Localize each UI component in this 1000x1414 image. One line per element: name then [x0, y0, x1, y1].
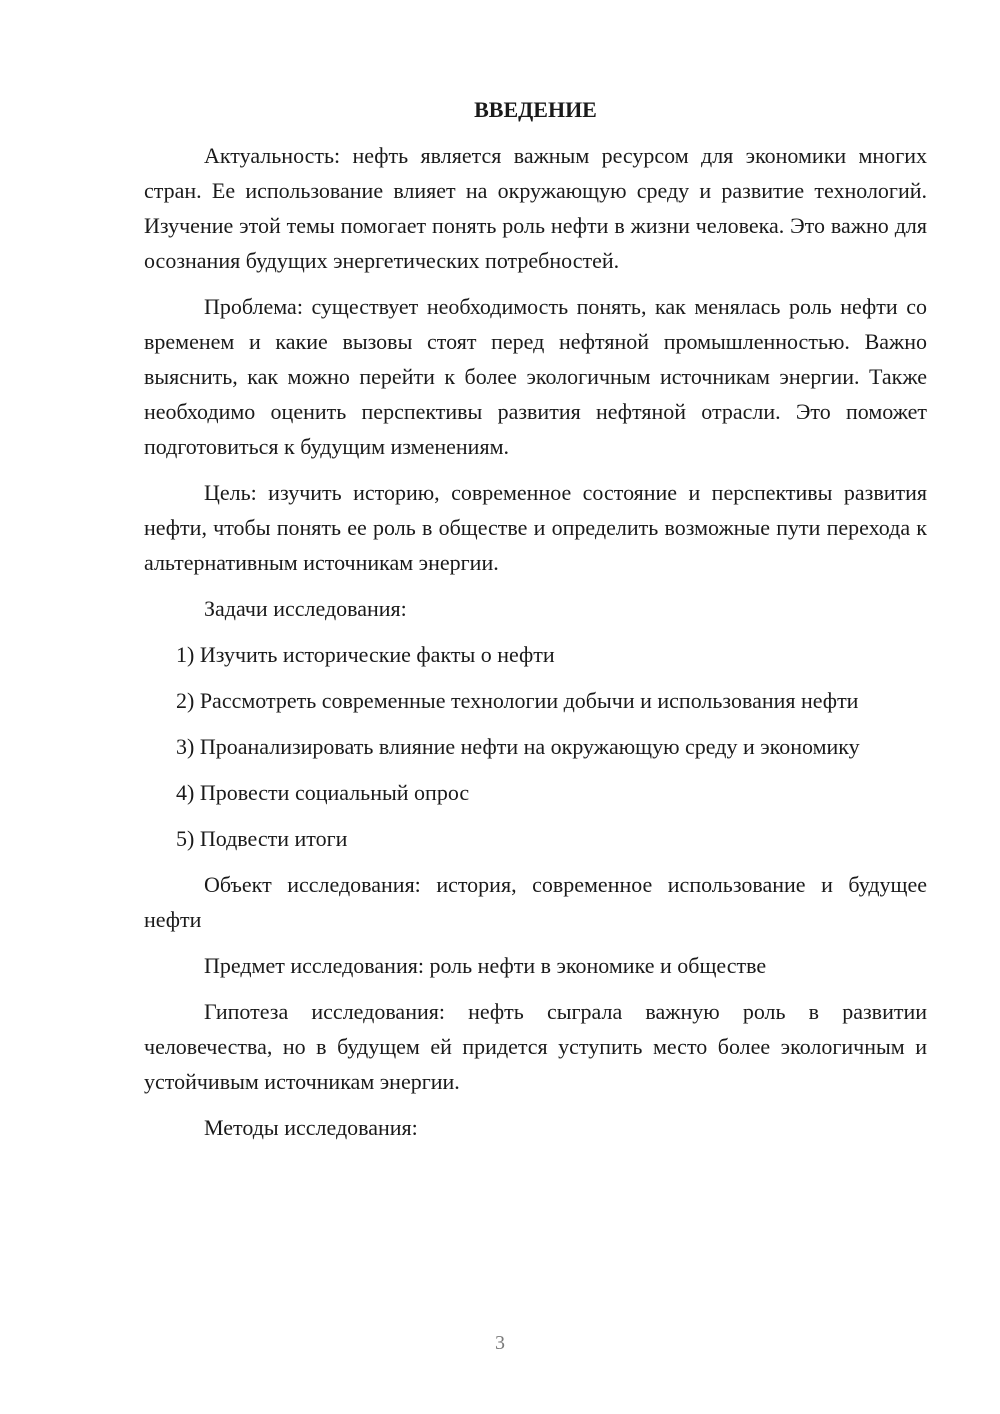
task-item-2: 2) Рассмотреть современные технологии добычи и использования нефти: [176, 688, 859, 713]
methods-heading: Методы исследования:: [204, 1115, 418, 1140]
hypothesis-paragraph: Гипотеза исследования: нефть сыграла важную роль в развитии человечества, но в будущем ей придется уступить место более экологичным и устойчивым источникам энергии.: [144, 999, 927, 1094]
problem-paragraph: Проблема: существует необходимость понять, как менялась роль нефти со временем и какие вызовы стоят перед нефтяной промышленностью. Важно выяснить, как можно перейти к более экологичным источникам энергии. Также необходимо оценить перспективы развития нефтяной отрасли. Это поможет подготовиться к будущим изменениям.: [144, 294, 927, 459]
subject-paragraph: Предмет исследования: роль нефти в экономике и обществе: [204, 953, 767, 978]
goal-paragraph: Цель: изучить историю, современное состояние и перспективы развития нефти, чтобы понять ее роль в обществе и определить возможные пути перехода к альтернативным источникам энергии.: [144, 480, 927, 575]
task-item-5: 5) Подвести итоги: [176, 826, 348, 851]
page-number: 3: [495, 1332, 505, 1354]
relevance-paragraph: Актуальность: нефть является важным ресурсом для экономики многих стран. Ее использование влияет на окружающую среду и развитие технологий. Изучение этой темы помогает понять роль нефти в жизни человека. Это важно для осознания будущих энергетических потребностей.: [144, 143, 927, 273]
object-paragraph: Объект исследования: история, современное использование и будущее нефти: [144, 872, 927, 932]
section-title: ВВЕДЕНИЕ: [474, 97, 597, 122]
task-item-1: 1) Изучить исторические факты о нефти: [176, 642, 555, 667]
task-item-4: 4) Провести социальный опрос: [176, 780, 470, 805]
document-page: [144, 92, 927, 1156]
tasks-heading: Задачи исследования:: [204, 596, 407, 621]
task-item-3: 3) Проанализировать влияние нефти на окружающую среду и экономику: [176, 734, 860, 759]
